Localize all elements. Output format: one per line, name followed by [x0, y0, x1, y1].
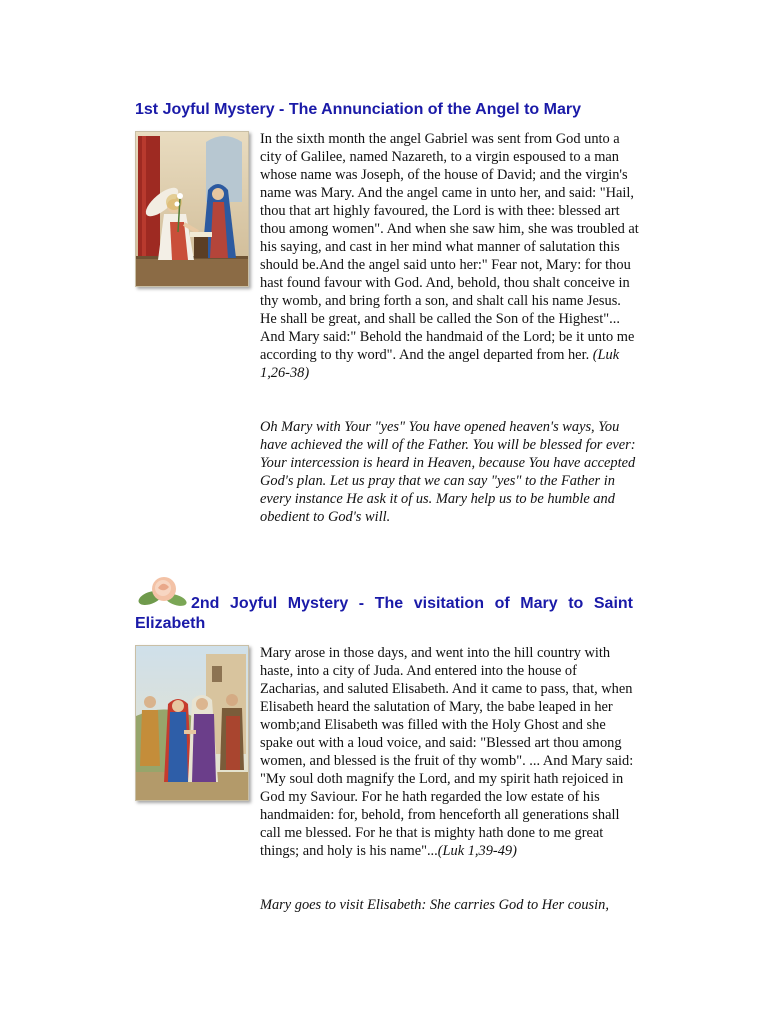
section2-heading-text: 2nd Joyful Mystery - The visitation of Mary to Saint Elizabeth — [135, 595, 633, 632]
section2-scripture-text: Mary arose in those days, and went into the hill country with haste, into a city of Juda. And entered into the house of Zacharias, and saluted Elisabeth. And it came to pass, that, when Elisabeth heard the salutation of Mary, the babe leaped in her womb;and Elisabeth was filled with the Holy Ghost and she spake out with a loud voice, and said: "Blessed art thou among women, and blessed is the fruit of thy womb". ... And Mary said: "My soul doth magnify the Lord, and my spirit hath rejoiced in God my Saviour. For he hath regarded the low estate of his handmaiden: for, behold, from henceforth all generations shall call me blessed. For he that is mighty hath done to me great things; and holy is his name"... — [260, 645, 634, 859]
section1-reflection: Oh Mary with Your "yes" You have opened heaven's ways, You have achieved the will of the Father. You will be blessed for ever: Your intercession is heard in Heaven, because You have accepted God's plan. Let us pray that we can say "yes" to the Father in every instance He ask it of us. Mary help us to be humble and obedient to God's will. — [260, 419, 636, 525]
annunciation-painting — [135, 131, 249, 287]
section2-reference: (Luk 1,39-49) — [437, 843, 517, 859]
section2-scripture — [260, 644, 640, 860]
section2-heading — [135, 594, 633, 634]
section1-scripture — [260, 130, 640, 382]
section1-heading: 1st Joyful Mystery - The Annunciation of the Angel to Mary — [135, 101, 581, 118]
section2-reflection: Mary goes to visit Elisabeth: She carries God to Her cousin, — [260, 897, 609, 913]
section1-scripture-text: In the sixth month the angel Gabriel was sent from God unto a city of Galilee, named Nazareth, to a virgin espoused to a man whose name was Joseph, of the house of David; and the virgin's name was Mary. And the angel came in unto her, and said: "Hail, thou that art highly favoured, the Lord is with thee: blessed art thou among women". And when she saw him, she was troubled at his saying, and cast in her mind what manner of salutation this should be.And the angel said unto her:" Fear not, Mary: for thou hast found favour with God. And, behold, thou shalt conceive in thy womb, and bring forth a son, and shalt call his name Jesus. He shall be great, and shall be called the Son of the Highest"... And Mary said:" Behold the handmaid of the Lord; be it unto me according to thy word". And the angel departed from her. — [260, 131, 639, 363]
section1-reference: (Luk 1,26-38) — [260, 347, 620, 381]
visitation-painting — [135, 645, 249, 801]
